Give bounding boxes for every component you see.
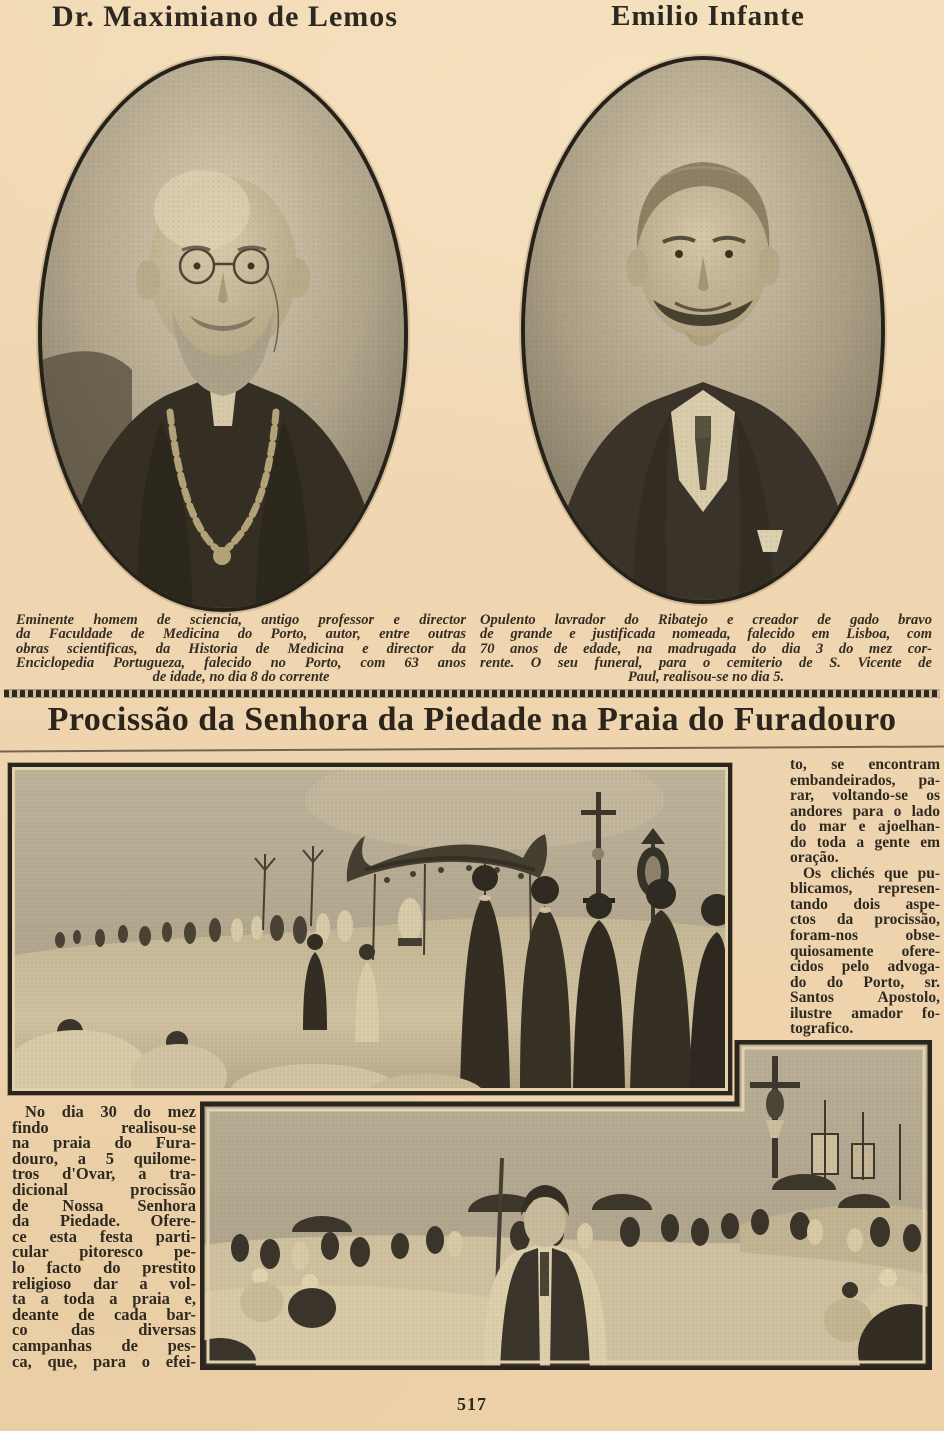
text-line: lo facto do prestito xyxy=(12,1257,196,1277)
text-line: rar, voltando-se os xyxy=(790,787,940,805)
text-line: deante de cada bar- xyxy=(12,1304,196,1324)
text-line: cidos pelo advoga- xyxy=(790,958,940,976)
text-line: do do Porto, sr. xyxy=(790,973,940,991)
portrait-photo-maximiano xyxy=(38,56,408,612)
text-line: oração. xyxy=(790,849,839,867)
text-line: do mar e ajoelhan- xyxy=(790,818,940,836)
text-line: rente. O seu funeral, para o cemiterio de S. Vicente de xyxy=(480,654,932,671)
text-line: na praia do Fura- xyxy=(12,1133,196,1153)
dashed-divider xyxy=(4,690,940,697)
caption-emilio xyxy=(480,613,932,684)
text-line: de grande e justificada nomeada, falecido em Lisboa, com xyxy=(480,626,932,643)
text-line: to, se encontram xyxy=(790,756,940,773)
text-line: Enciclopedia Portugueza, falecido no Porto, com 63 anos xyxy=(16,654,466,671)
caption-maximiano xyxy=(16,613,466,684)
text-line: ce esta festa parti- xyxy=(12,1226,196,1246)
text-line: Eminente homem de sciencia, antigo professor e director xyxy=(16,612,466,628)
text-line: Santos Apostolo, xyxy=(790,989,940,1007)
headline-rule xyxy=(0,746,944,753)
text-line: tando dois aspe- xyxy=(790,895,940,913)
text-line: de idade, no dia 8 do corrente xyxy=(152,669,330,686)
text-line: embandeirados, pa- xyxy=(790,771,940,789)
article-column-left xyxy=(12,1104,196,1369)
text-line: andores para o lado xyxy=(790,802,940,820)
text-line: 70 anos de edade, na madrugada do dia 3 do mez cor- xyxy=(480,640,932,657)
article-headline: Procissão da Senhora da Piedade na Praia do Furadouro xyxy=(47,701,897,738)
procession-photo-crowd xyxy=(200,1040,932,1370)
text-line: ctos da procissão, xyxy=(790,911,940,929)
text-line: religioso dar a vol- xyxy=(12,1273,196,1293)
portrait-emilio-illustration xyxy=(525,60,881,600)
text-line: ca, que, para o efei- xyxy=(12,1351,196,1371)
text-line: do toda a gente em xyxy=(790,833,940,851)
text-line: campanhas de pes- xyxy=(12,1335,196,1355)
text-line: ta a toda a praia e, xyxy=(12,1289,196,1309)
text-line: foram-nos obse- xyxy=(790,927,940,945)
text-line: blicamos, represen- xyxy=(790,880,940,898)
text-line: de Nossa Senhora xyxy=(12,1195,196,1215)
text-line: No dia 30 do mez xyxy=(25,1102,196,1121)
text-line: Opulento lavrador do Ribatejo e creador de gado bravo xyxy=(480,612,932,628)
text-line: tros d'Ovar, a tra- xyxy=(12,1164,196,1184)
portrait-photo-emilio xyxy=(521,56,885,604)
obituary-title-emilio: Emilio Infante xyxy=(611,0,805,32)
page-number: 517 xyxy=(457,1394,487,1414)
text-line: Os clichés que pu- xyxy=(803,864,940,882)
text-line: quiosamente ofere- xyxy=(790,942,940,960)
text-line: dicional procissão xyxy=(12,1179,196,1199)
portrait-maximiano-illustration xyxy=(42,60,404,608)
article-column-right xyxy=(790,757,940,1037)
text-line: ilustre amador fo- xyxy=(790,1004,940,1022)
text-line: findo realisou-se xyxy=(12,1117,196,1137)
text-line: Paul, realisou-se no dia 5. xyxy=(627,669,785,686)
text-line: cular pitoresco pe- xyxy=(12,1242,196,1262)
text-line: obras scientificas, da Historia de Medicina e director da xyxy=(16,640,466,657)
obituary-title-maximiano: Dr. Maximiano de Lemos xyxy=(52,0,398,33)
text-line: douro, a 5 quilome- xyxy=(12,1148,196,1168)
text-line: da Faculdade de Medicina do Porto, autor, entre outras xyxy=(16,626,466,643)
beach-crowd-scene xyxy=(200,1040,932,1370)
text-line: co das diversas xyxy=(12,1320,196,1340)
text-line: da Piedade. Ofere- xyxy=(12,1211,196,1231)
text-line: tografico. xyxy=(790,1020,854,1038)
